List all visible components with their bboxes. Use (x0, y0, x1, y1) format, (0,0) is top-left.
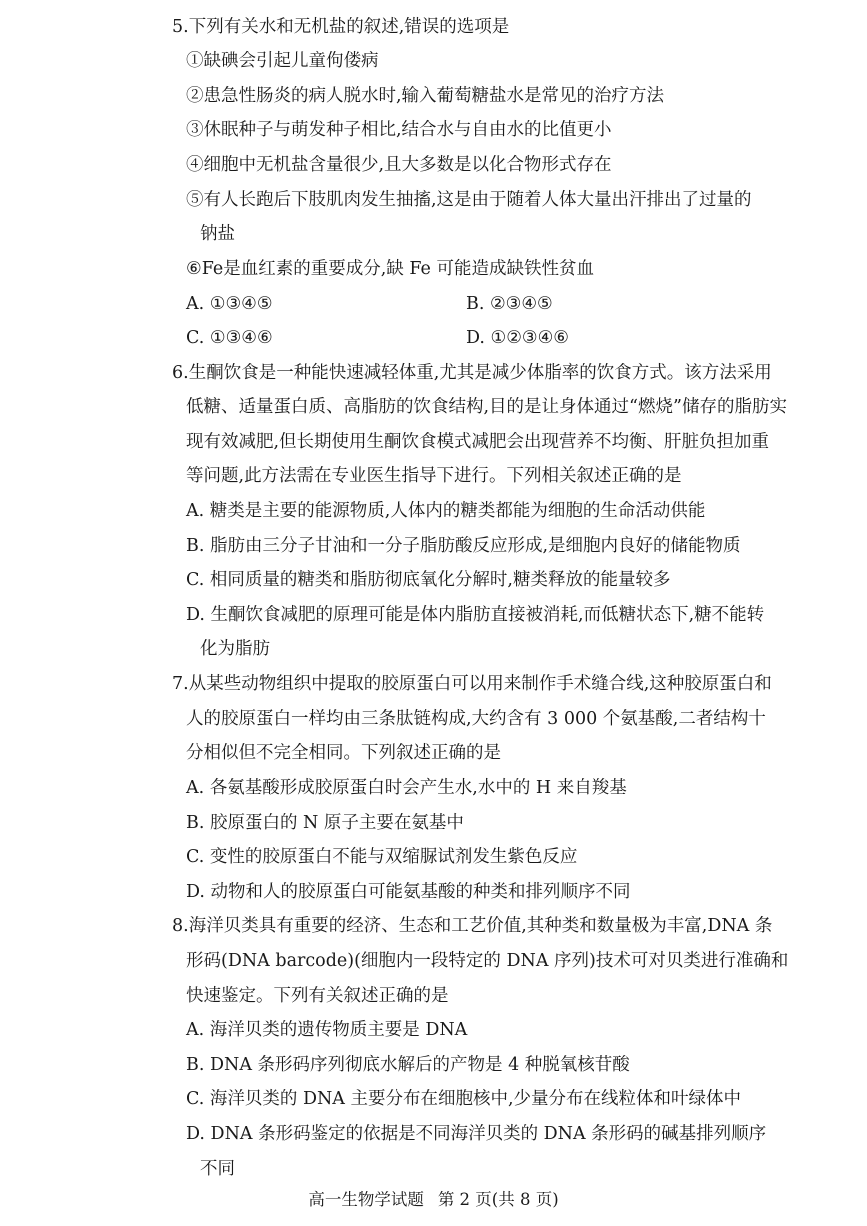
q5-item-4: ④细胞中无机盐含量很少,且大多数是以化合物形式存在 (186, 155, 612, 175)
q5-stem: 5.下列有关水和无机盐的叙述,错误的选项是 (172, 17, 510, 37)
q7-option-d[interactable]: D. 动物和人的胶原蛋白可能氨基酸的种类和排列顺序不同 (186, 882, 631, 902)
q8-option-d-continued: 不同 (200, 1159, 235, 1179)
q6-option-a[interactable]: A. 糖类是主要的能源物质,人体内的糖类都能为细胞的生命活动供能 (186, 501, 706, 521)
q6-stem-line-3: 现有效减肥,但长期使用生酮饮食模式减肥会出现营养不均衡、肝脏负担加重 (186, 432, 770, 452)
q5-item-1: ①缺碘会引起儿童佝偻病 (186, 51, 379, 71)
q5-item-5: ⑤有人长跑后下肢肌肉发生抽搐,这是由于随着人体大量出汗排出了过量的 (186, 190, 752, 210)
q6-stem-line-4: 等问题,此方法需在专业医生指导下进行。下列相关叙述正确的是 (186, 466, 682, 486)
q8-stem-line-3: 快速鉴定。下列有关叙述正确的是 (186, 986, 449, 1006)
q7-stem-line-2: 人的胶原蛋白一样均由三条肽链构成,大约含有 3 000 个氨基酸,二者结构十 (186, 709, 766, 729)
page-footer (0, 1188, 867, 1212)
q8-stem-line-1: 8.海洋贝类具有重要的经济、生态和工艺价值,其种类和数量极为丰富,DNA 条 (172, 916, 773, 936)
q6-option-b[interactable]: B. 脂肪由三分子甘油和一分子脂肪酸反应形成,是细胞内良好的储能物质 (186, 536, 741, 556)
q5-option-c[interactable]: C. ①③④⑥ (186, 328, 273, 348)
q6-option-d[interactable]: D. 生酮饮食减肥的原理可能是体内脂肪直接被消耗,而低糖状态下,糖不能转 (186, 605, 765, 625)
q5-option-a[interactable]: A. ①③④⑤ (186, 294, 273, 314)
footer-exam-title: 高一生物学试题 (308, 1190, 424, 1209)
q8-option-a[interactable]: A. 海洋贝类的遗传物质主要是 DNA (186, 1020, 468, 1040)
q7-stem-line-1: 7.从某些动物组织中提取的胶原蛋白可以用来制作手术缝合线,这种胶原蛋白和 (172, 674, 772, 694)
q7-option-a[interactable]: A. 各氨基酸形成胶原蛋白时会产生水,水中的 H 来自羧基 (186, 778, 627, 798)
q6-stem-line-1: 6.生酮饮食是一种能快速减轻体重,尤其是减少体脂率的饮食方式。该方法采用 (172, 363, 772, 383)
q8-option-b[interactable]: B. DNA 条形码序列彻底水解后的产物是 4 种脱氧核苷酸 (186, 1055, 630, 1075)
q8-option-d[interactable]: D. DNA 条形码鉴定的依据是不同海洋贝类的 DNA 条形码的碱基排列顺序 (186, 1124, 767, 1144)
q7-stem-line-3: 分相似但不完全相同。下列叙述正确的是 (186, 743, 501, 763)
q7-option-c[interactable]: C. 变性的胶原蛋白不能与双缩脲试剂发生紫色反应 (186, 847, 578, 867)
q7-option-b[interactable]: B. 胶原蛋白的 N 原子主要在氨基中 (186, 813, 464, 833)
q5-item-2: ②患急性肠炎的病人脱水时,输入葡萄糖盐水是常见的治疗方法 (186, 86, 665, 106)
q6-stem-line-2: 低糖、适量蛋白质、高脂肪的饮食结构,目的是让身体通过“燃烧”储存的脂肪实 (186, 397, 787, 417)
q5-item-5-continued: 钠盐 (200, 224, 235, 244)
q6-option-d-continued: 化为脂肪 (200, 639, 270, 659)
footer-page-number: 第 2 页(共 8 页) (437, 1190, 559, 1209)
q5-option-d[interactable]: D. ①②③④⑥ (466, 328, 569, 348)
q5-item-6: ⑥Fe是血红素的重要成分,缺 Fe 可能造成缺铁性贫血 (186, 259, 594, 279)
q8-option-c[interactable]: C. 海洋贝类的 DNA 主要分布在细胞核中,少量分布在线粒体和叶绿体中 (186, 1089, 742, 1109)
q8-stem-line-2: 形码(DNA barcode)(细胞内一段特定的 DNA 序列)技术可对贝类进行准确和 (186, 951, 789, 971)
q6-option-c[interactable]: C. 相同质量的糖类和脂肪彻底氧化分解时,糖类释放的能量较多 (186, 570, 671, 590)
q5-item-3: ③休眠种子与萌发种子相比,结合水与自由水的比值更小 (186, 120, 612, 140)
q5-option-b[interactable]: B. ②③④⑤ (466, 294, 553, 314)
